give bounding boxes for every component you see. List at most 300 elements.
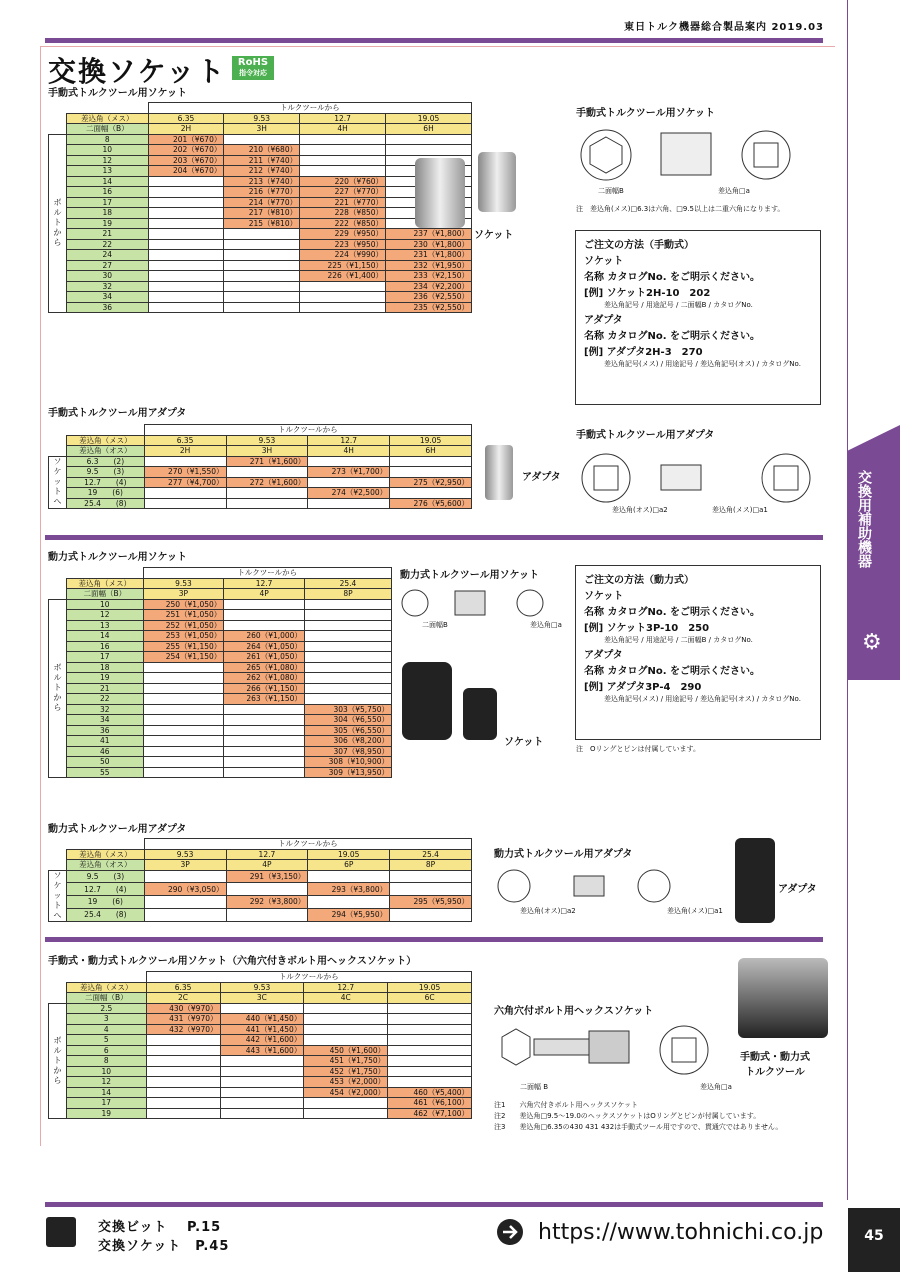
section-title: 手動式・動力式トルクツール用ソケット（六角穴付きボルト用ヘックスソケット） [48,956,417,967]
table-cell [304,1108,388,1119]
table-row [49,599,392,610]
table-cell [388,1045,472,1056]
header-cell: 2C [146,993,220,1004]
table-cell [146,1087,220,1098]
table-cell [304,1098,388,1109]
table-cell [144,896,226,909]
table-cell [220,1108,304,1119]
table-cell: 16 [67,187,149,198]
header-cell: 6P [308,860,390,871]
label-a2: 差込角(オス)□a2 [612,506,668,514]
hex-socket-photo [738,958,828,1038]
table-cell: 461（¥6,100） [388,1098,472,1109]
table-cell [146,1077,220,1088]
table-cell: 5 [67,1035,147,1046]
table-cell [308,870,390,883]
table-cell [390,488,472,499]
table-row [49,239,472,250]
table-cell: 19 [67,1108,147,1119]
table-cell [300,145,386,156]
table-cell [304,620,391,631]
table-cell [220,1056,304,1067]
header-cell: 19.05 [388,982,472,993]
header-cell: 12.7 [308,435,390,446]
table-cell: 460（¥5,400） [388,1087,472,1098]
photo-label: ソケット [504,737,544,748]
table-cell: 36 [67,302,149,313]
table-cell: 431（¥970） [146,1014,220,1025]
side-tab-label: 交換用補助機器 [856,470,872,568]
table-cell [220,1003,304,1014]
table-row [49,631,392,642]
label-a: 差込角□a [700,1083,732,1091]
table-row [49,1087,472,1098]
table-cell: 442（¥1,600） [220,1035,304,1046]
table-row [49,757,392,768]
table-cell: 17 [67,652,144,663]
table-row [49,155,472,166]
table-row [49,1045,472,1056]
table-cell [226,908,308,921]
order-box-manual: ご注文の方法（手動式） ソケット 名称 カタログNo. をご明示ください。 [例] ソケット2H-10 202 差込角記号 / 用途記号 / 二面幅B / カタログNo. アダプタ 名称 カタログNo. をご明示ください。 [例] アダプタ2H-3 270 差込角記号(メス) / 用途記号 / 差込角記号(オス) / カタログNo. [575,230,821,405]
table-cell [300,302,386,313]
table-cell [226,488,308,499]
header-cell: 19.05 [308,849,390,860]
table-row [49,187,472,198]
side-label: ソケットへ [49,870,67,921]
table-cell: 270（¥1,550） [144,467,226,478]
table-cell [300,155,386,166]
table-cell [308,456,390,467]
table-cell: 8 [67,1056,147,1067]
table-cell [143,725,224,736]
table-cell [304,1014,388,1025]
table-cell: 216（¥770） [224,187,300,198]
table-cell: 41 [67,736,144,747]
power-adapter-photo [735,838,775,923]
table-cell [308,498,390,509]
header-cell: 二面幅（B） [67,993,147,1004]
top-rule [45,38,823,43]
table-row [49,767,392,778]
table-cell: 291（¥3,150） [226,870,308,883]
hex-socket-diagram [494,1025,724,1085]
label-b: 二面幅B [598,187,624,195]
table-cell [304,1024,388,1035]
side-label: ボルトから [49,1003,67,1119]
header-cell: トルクツールから [143,568,391,579]
table-cell [386,134,472,145]
header-cell: 9.53 [143,578,224,589]
table-cell [148,292,224,303]
table-cell: 293（¥3,800） [308,883,390,896]
table-cell: 295（¥5,950） [390,896,472,909]
photo-label: アダプタ [778,884,817,895]
table-cell: 12 [67,610,144,621]
header-cell: 9.53 [226,435,308,446]
table-cell: 214（¥770） [224,197,300,208]
table-cell [224,239,300,250]
table-cell [148,271,224,282]
table-cell [143,736,224,747]
header-cell: トルクツールから [148,103,471,114]
table-cell: 266（¥1,150） [224,683,305,694]
table-cell: 55 [67,767,144,778]
header-cell: 二面幅（B） [67,124,149,135]
footer-link-bit[interactable]: 交換ビット P.15 [98,1220,222,1235]
table-cell [390,883,472,896]
section-title: 手動式トルクツール用ソケット [48,88,187,99]
table-cell [388,1003,472,1014]
table-cell: 203（¥670） [148,155,224,166]
table-cell: 22 [67,239,149,250]
divider [45,535,823,540]
label-a2: 差込角(オス)□a2 [520,907,576,915]
table-cell [386,145,472,156]
table-cell [390,467,472,478]
diagram-title: 手動式トルクツール用アダプタ [576,430,715,441]
side-label: ボルトから [49,599,67,778]
header-cell: 差込角（メス） [67,578,144,589]
table-cell: 19 [67,218,149,229]
table-cell: 202（¥670） [148,145,224,156]
table-cell: 308（¥10,900） [304,757,391,768]
label-b: 二面幅B [422,621,448,629]
table-row [49,620,392,631]
table-cell: 305（¥6,550） [304,725,391,736]
table-cell [148,176,224,187]
header-cell: 2H [144,446,226,457]
table-cell: 30 [67,271,149,282]
table-cell [143,683,224,694]
table-cell [143,715,224,726]
table-cell: 462（¥7,100） [388,1108,472,1119]
table-cell: 27 [67,260,149,271]
table-cell: 263（¥1,150） [224,694,305,705]
table-cell: 307（¥8,950） [304,746,391,757]
table-cell: 13 [67,166,149,177]
table-cell: 17 [67,197,149,208]
table-cell: 253（¥1,050） [143,631,224,642]
table-cell: 18 [67,208,149,219]
header-title: 東日トルク機器総合製品案内 2019.03 [624,22,824,33]
table-cell: 12.7 (4) [67,477,145,488]
header-cell: 4H [300,124,386,135]
label-a1: 差込角(メス)□a1 [667,907,723,915]
table-row [49,694,392,705]
table-row [49,134,472,145]
table-cell: 227（¥770） [300,187,386,198]
table-row [49,610,392,621]
table-row [49,145,472,156]
table-cell [148,302,224,313]
table-cell [224,302,300,313]
table-row [49,870,472,883]
table-cell: 264（¥1,050） [224,641,305,652]
socket-table-manual [48,102,472,313]
table-row [49,488,472,499]
table-cell: 215（¥810） [224,218,300,229]
table-cell: 222（¥850） [300,218,386,229]
table-cell [224,250,300,261]
table-cell [226,883,308,896]
table-cell: 274（¥2,500） [308,488,390,499]
photo-label: アダプタ [522,472,561,483]
table-row [49,662,392,673]
header-cell: 差込角（オス） [67,446,145,457]
note-3: 注3 差込角□6.35の430 431 432は手動式ツール用ですので、貫通穴ではありません。 [494,1123,783,1131]
table-cell [224,292,300,303]
table-cell: 294（¥5,950） [308,908,390,921]
table-cell: 6 [67,1045,147,1056]
table-cell: 235（¥2,550） [386,302,472,313]
table-cell: 260（¥1,000） [224,631,305,642]
diagram-title: 動力式トルクツール用ソケット [400,570,539,581]
table-row [49,176,472,187]
table-cell [226,498,308,509]
table-row [49,704,392,715]
header-cell: 12.7 [300,113,386,124]
table-row [49,1098,472,1109]
table-cell [148,250,224,261]
table-cell [220,1077,304,1088]
table-cell: 450（¥1,600） [304,1045,388,1056]
table-cell [304,631,391,642]
header-cell: 6C [388,993,472,1004]
table-cell: 2.5 [67,1003,147,1014]
table-row [49,208,472,219]
header-cell: 差込角（メス） [67,982,147,993]
table-cell [224,260,300,271]
header-cell: 差込角（メス） [67,435,145,446]
table-cell: 19 (6) [67,896,145,909]
table-row [49,896,472,909]
page-title: 交換ソケット [48,55,227,88]
header-cell: トルクツールから [144,425,471,436]
table-cell: 19 [67,673,144,684]
table-cell: 252（¥1,050） [143,620,224,631]
table-cell: 276（¥5,600） [390,498,472,509]
table-cell: 250（¥1,050） [143,599,224,610]
page-number: 45 [848,1208,900,1272]
table-cell: 236（¥2,550） [386,292,472,303]
table-cell: 233（¥2,150） [386,271,472,282]
table-cell: 272（¥1,600） [226,477,308,488]
diagram-title: 動力式トルクツール用アダプタ [494,849,633,860]
table-cell: 14 [67,631,144,642]
table-cell: 224（¥990） [300,250,386,261]
table-cell: 16 [67,641,144,652]
header-cell: 2H [148,124,224,135]
table-cell: 32 [67,704,144,715]
header-cell: トルクツールから [144,839,471,850]
label-a: 差込角□a [530,621,562,629]
table-cell [224,757,305,768]
table-cell [300,281,386,292]
table-cell: 21 [67,229,149,240]
table-cell: 220（¥760） [300,176,386,187]
table-cell [388,1056,472,1067]
table-cell: 292（¥3,800） [226,896,308,909]
table-row [49,1024,472,1035]
table-cell: 13 [67,620,144,631]
table-cell [224,725,305,736]
table-cell [304,1035,388,1046]
table-row [49,166,472,177]
table-row [49,1035,472,1046]
table-cell [224,599,305,610]
table-cell [144,908,226,921]
table-cell [148,208,224,219]
table-cell: 255（¥1,150） [143,641,224,652]
header-cell: 4P [224,589,305,600]
table-row [49,652,392,663]
table-cell: 262（¥1,080） [224,673,305,684]
table-row [49,271,472,282]
header-cell: 6.35 [146,982,220,993]
header-cell: トルクツールから [146,972,471,983]
table-cell: 22 [67,694,144,705]
header-cell: 差込角（オス） [67,860,145,871]
table-cell: 25.4 (8) [67,498,145,509]
header-cell: 9.53 [144,849,226,860]
table-cell: 12 [67,1077,147,1088]
table-cell [388,1035,472,1046]
table-cell [143,757,224,768]
power-adapter-diagram [494,868,694,908]
table-cell: 34 [67,715,144,726]
table-row [49,1014,472,1025]
table-cell [300,166,386,177]
right-rule [847,0,848,1200]
table-cell [388,1077,472,1088]
table-row [49,229,472,240]
table-cell [388,1024,472,1035]
table-cell [144,870,226,883]
table-cell: 432（¥970） [146,1024,220,1035]
table-cell: 304（¥6,550） [304,715,391,726]
table-row [49,736,392,747]
table-cell: 261（¥1,050） [224,652,305,663]
table-cell: 19 (6) [67,488,145,499]
table-cell: 230（¥1,800） [386,239,472,250]
adapter-table-power [48,838,472,922]
photo-label: 手動式・動力式 トルクツール [740,1052,810,1078]
note-1: 注1 六角穴付きボルト用ヘックスソケット [494,1101,638,1109]
table-row [49,260,472,271]
table-cell: 213（¥740） [224,176,300,187]
table-cell [144,498,226,509]
table-cell: 228（¥850） [300,208,386,219]
table-cell: 36 [67,725,144,736]
table-cell [226,467,308,478]
table-cell [304,610,391,621]
table-cell: 34 [67,292,149,303]
table-cell [220,1087,304,1098]
table-cell [224,704,305,715]
table-row [49,683,392,694]
table-cell [300,292,386,303]
header-cell: 差込角（メス） [67,849,145,860]
table-cell [390,908,472,921]
table-cell [304,1003,388,1014]
table-cell [308,477,390,488]
label-b: 二面幅 B [520,1083,549,1091]
table-cell [146,1056,220,1067]
header-cell: 3C [220,993,304,1004]
table-cell [144,456,226,467]
header-cell: 6H [390,446,472,457]
header-cell: 25.4 [304,578,391,589]
socket-table-power [48,567,392,778]
table-cell: 14 [67,1087,147,1098]
table-cell: 201（¥670） [148,134,224,145]
photo-label: ソケット [474,230,514,241]
header-cell: 二面幅（B） [67,589,144,600]
table-row [49,908,472,921]
table-cell [148,197,224,208]
table-cell [308,896,390,909]
table-cell [148,218,224,229]
table-cell: 254（¥1,150） [143,652,224,663]
header-cell: 25.4 [390,849,472,860]
table-cell [300,134,386,145]
table-cell: 229（¥950） [300,229,386,240]
header-cell: 3H [226,446,308,457]
table-row [49,725,392,736]
section-title: 動力式トルクツール用アダプタ [48,824,187,835]
table-row [49,467,472,478]
note-2: 注2 差込角□9.5～19.0のヘックスソケットはOリングとピンが付属しています。 [494,1112,761,1120]
header-cell: 9.53 [220,982,304,993]
table-cell: 232（¥1,950） [386,260,472,271]
table-cell: 217（¥810） [224,208,300,219]
table-cell [224,746,305,757]
table-cell: 306（¥8,200） [304,736,391,747]
table-cell [220,1066,304,1077]
label-a: 差込角□a [718,187,750,195]
footer-link-socket[interactable]: 交換ソケット P.45 [98,1239,230,1254]
table-cell [143,694,224,705]
table-cell [146,1045,220,1056]
table-cell [304,673,391,684]
table-cell: 251（¥1,050） [143,610,224,621]
table-cell [304,683,391,694]
table-cell [148,281,224,292]
table-cell: 275（¥2,950） [390,477,472,488]
table-row [49,746,392,757]
table-row [49,673,392,684]
website-link[interactable]: https://www.tohnichi.co.jp [538,1220,824,1245]
table-cell: 210（¥680） [224,145,300,156]
table-row [49,302,472,313]
table-cell [146,1098,220,1109]
header-cell: 9.53 [224,113,300,124]
table-row [49,1077,472,1088]
table-cell: 451（¥1,750） [304,1056,388,1067]
table-cell: 4 [67,1024,147,1035]
table-row [49,218,472,229]
table-cell [224,229,300,240]
side-label: ボルトから [49,134,67,313]
table-cell: 212（¥740） [224,166,300,177]
table-cell: 8 [67,134,149,145]
header-cell: 8P [304,589,391,600]
table-cell [388,1014,472,1025]
side-label: ソケットへ [49,456,67,509]
rohs-badge: RoHS 指令対応 [232,56,274,80]
header-cell: 4C [304,993,388,1004]
